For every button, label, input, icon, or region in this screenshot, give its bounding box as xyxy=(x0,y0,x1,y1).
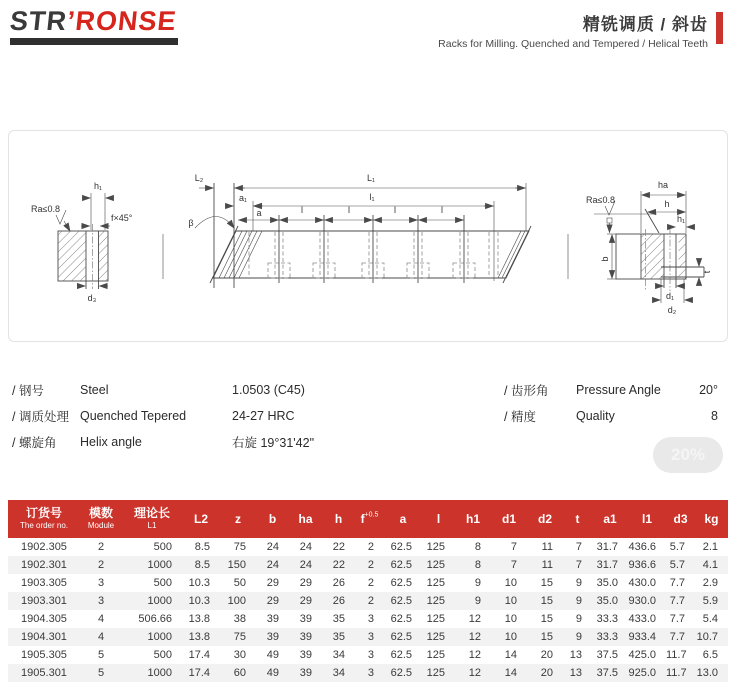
table-cell: 49 xyxy=(266,649,279,661)
spec-value: 右旋 19°31'42" xyxy=(232,436,315,450)
table-cell: 7.7 xyxy=(669,595,685,607)
table-cell: 1902.305 xyxy=(21,541,67,553)
table-cell: 39 xyxy=(299,631,312,643)
table-cell: 60 xyxy=(233,667,246,679)
table-cell: 3 xyxy=(97,577,105,589)
drawing-top-view xyxy=(188,173,531,288)
dim-label-l: l xyxy=(348,205,350,215)
column-header: 订货号 The order no. xyxy=(8,500,80,538)
dim-label-L2: L₂ xyxy=(194,173,204,183)
table-cell: 49 xyxy=(266,667,279,679)
table-cell: 5.4 xyxy=(702,613,718,625)
table-cell: 2 xyxy=(97,559,105,571)
dim-label-ha: ha xyxy=(657,180,669,190)
table-cell: 10 xyxy=(504,577,517,589)
table-cell: 7 xyxy=(575,541,582,553)
table-cell: 13.8 xyxy=(188,613,210,625)
spec-label-en: Helix angle xyxy=(80,435,142,449)
table-cell: 12 xyxy=(468,667,481,679)
table-cell: 2 xyxy=(367,559,374,571)
table-cell: 35.0 xyxy=(596,577,618,589)
column-header: a xyxy=(384,500,422,538)
table-cell: 4 xyxy=(97,631,105,643)
table-cell: 1905.305 xyxy=(21,649,67,661)
spec-label-zh: / 钢号 xyxy=(12,384,44,398)
table-cell: 39 xyxy=(266,613,279,625)
table-cell: 24 xyxy=(266,559,279,571)
table-cell: 75 xyxy=(233,541,246,553)
table-cell: 506.66 xyxy=(138,613,172,625)
table-row xyxy=(8,538,728,556)
table-cell: 125 xyxy=(426,667,445,679)
table-row xyxy=(8,610,728,628)
column-header: 模数 Module xyxy=(80,500,122,538)
table-cell: 22 xyxy=(332,541,345,553)
table-cell: 3 xyxy=(97,595,105,607)
dim-label-b: b xyxy=(600,256,610,262)
table-cell: 13.8 xyxy=(188,631,210,643)
table-cell: 14 xyxy=(504,667,517,679)
table-cell: 500 xyxy=(153,541,172,553)
table-cell: 2 xyxy=(367,541,374,553)
table-cell: 29 xyxy=(299,577,312,589)
table-cell: 15 xyxy=(540,595,553,607)
table-cell: 50 xyxy=(233,577,246,589)
table-cell: 22 xyxy=(332,559,345,571)
column-header: L2 xyxy=(182,500,220,538)
table-cell: 35 xyxy=(332,631,345,643)
table-cell: 10.3 xyxy=(188,595,210,607)
table-cell: 936.6 xyxy=(628,559,656,571)
table-cell: 2 xyxy=(97,541,105,553)
table-cell: 933.4 xyxy=(628,631,656,643)
table-cell: 5 xyxy=(97,649,105,661)
table-cell: 10.3 xyxy=(188,577,210,589)
table-cell: 9 xyxy=(575,613,582,625)
technical-drawing xyxy=(9,131,727,341)
table-cell: 62.5 xyxy=(390,595,412,607)
logo-apostrophe: ’ xyxy=(65,6,78,36)
logo-part-str: STR xyxy=(8,6,69,36)
table-cell: 20 xyxy=(540,649,553,661)
dim-label-h: h xyxy=(664,199,670,209)
table-cell: 62.5 xyxy=(390,559,412,571)
table-cell: 1000 xyxy=(147,667,172,679)
table-cell: 5 xyxy=(97,667,105,679)
dim-label-L1: L₁ xyxy=(366,173,376,183)
table-cell: 62.5 xyxy=(390,649,412,661)
table-cell: 35.0 xyxy=(596,595,618,607)
table-cell: 3 xyxy=(367,631,374,643)
table-cell: 925.0 xyxy=(628,667,656,679)
table-cell: 14 xyxy=(504,649,517,661)
table-cell: 1902.301 xyxy=(21,559,67,571)
table-cell: 39 xyxy=(266,631,279,643)
table-cell: 7.7 xyxy=(669,577,685,589)
table-cell: 125 xyxy=(426,595,445,607)
column-header: a1 xyxy=(592,500,628,538)
table-cell: 11 xyxy=(541,559,553,571)
dim-label-l1: l₁ xyxy=(369,192,375,202)
dim-label-h1: h₁ xyxy=(93,181,103,191)
spec-label-en: Steel xyxy=(80,383,109,397)
table-cell: 425.0 xyxy=(628,649,656,661)
roughness-label: Ra≤0.8 xyxy=(586,195,615,205)
table-cell: 430.0 xyxy=(628,577,656,589)
column-header: l1 xyxy=(628,500,666,538)
mounting-holes xyxy=(249,215,498,283)
table-cell: 2 xyxy=(367,595,374,607)
table-cell: 9 xyxy=(474,595,481,607)
table-cell: 7.7 xyxy=(669,631,685,643)
table-cell: 7 xyxy=(575,559,582,571)
table-cell: 8.5 xyxy=(194,559,210,571)
table-cell: 125 xyxy=(426,631,445,643)
table-cell: 34 xyxy=(332,649,345,661)
table-cell: 31.7 xyxy=(596,559,618,571)
table-cell: 125 xyxy=(426,541,445,553)
table-cell: 62.5 xyxy=(390,631,412,643)
table-cell: 75 xyxy=(233,631,246,643)
spec-label-zh: / 螺旋角 xyxy=(12,436,57,450)
dim-label-beta: β xyxy=(188,218,194,228)
table-cell: 26 xyxy=(332,577,345,589)
table-cell: 8 xyxy=(474,541,481,553)
table-cell: 125 xyxy=(426,559,445,571)
table-cell: 12 xyxy=(468,649,481,661)
dim-label-d1: d₁ xyxy=(665,291,675,301)
table-cell: 37.5 xyxy=(596,667,618,679)
table-cell: 433.0 xyxy=(628,613,656,625)
title-english: Racks for Milling. Quenched and Tempered / Helical Teeth xyxy=(438,38,708,50)
table-cell: 24 xyxy=(299,541,312,553)
table-cell: 4.1 xyxy=(702,559,718,571)
column-header: d2 xyxy=(527,500,563,538)
table-cell: 10 xyxy=(504,595,517,607)
table-cell: 24 xyxy=(266,541,279,553)
table-cell: 10 xyxy=(504,631,517,643)
table-cell: 11.7 xyxy=(666,667,687,679)
table-cell: 500 xyxy=(153,649,172,661)
spec-value: 8 xyxy=(711,409,718,423)
logo-part-ronse: RONSE xyxy=(73,6,179,36)
table-cell: 5.7 xyxy=(669,541,685,553)
table-cell: 930.0 xyxy=(628,595,656,607)
table-cell: 125 xyxy=(426,577,445,589)
spec-row-pressure-angle xyxy=(504,377,718,403)
spec-label-en: Quality xyxy=(576,409,615,423)
table-row xyxy=(8,556,728,574)
spec-value: 24-27 HRC xyxy=(232,409,295,423)
table-cell: 3 xyxy=(367,649,374,661)
spec-value: 20° xyxy=(699,383,718,397)
roughness-label: Ra≤0.8 xyxy=(31,204,60,214)
spec-value: 1.0503 (C45) xyxy=(232,383,305,397)
page-header xyxy=(8,8,728,50)
spec-row-quality xyxy=(504,403,718,429)
spec-label-zh: / 精度 xyxy=(504,410,536,424)
dim-label-a1: a₁ xyxy=(238,193,248,203)
table-cell: 7 xyxy=(510,559,517,571)
table-cell: 9 xyxy=(575,595,582,607)
table-cell: 2 xyxy=(367,577,374,589)
table-row xyxy=(8,664,728,682)
table-cell: 62.5 xyxy=(390,541,412,553)
table-cell: 125 xyxy=(426,649,445,661)
spec-label-zh: / 调质处理 xyxy=(12,410,69,424)
table-cell: 38 xyxy=(233,613,246,625)
table-cell: 9 xyxy=(575,577,582,589)
table-cell: 13 xyxy=(569,649,582,661)
column-header: h xyxy=(322,500,355,538)
table-cell: 39 xyxy=(299,667,312,679)
title-accent-bar xyxy=(716,12,723,44)
table-cell: 15 xyxy=(540,577,553,589)
table-cell: 1904.305 xyxy=(21,613,67,625)
column-header: d3 xyxy=(666,500,695,538)
column-header: ha xyxy=(289,500,322,538)
table-cell: 10.7 xyxy=(696,631,718,643)
table-cell: 2.1 xyxy=(702,541,718,553)
table-cell: 62.5 xyxy=(390,613,412,625)
table-cell: 30 xyxy=(233,649,246,661)
table-cell: 1000 xyxy=(147,559,172,571)
company-logo xyxy=(10,8,178,45)
table-cell: 39 xyxy=(299,613,312,625)
column-header: z xyxy=(220,500,256,538)
table-cell: 13.0 xyxy=(696,667,718,679)
dim-label-l: l xyxy=(301,205,303,215)
table-cell: 9 xyxy=(474,577,481,589)
table-cell: 12 xyxy=(468,613,481,625)
table-cell: 31.7 xyxy=(596,541,618,553)
table-cell: 3 xyxy=(367,667,374,679)
table-cell: 1905.301 xyxy=(21,667,67,679)
dim-label-f45: f×45° xyxy=(111,213,133,223)
table-cell: 33.3 xyxy=(596,613,618,625)
table-cell: 7 xyxy=(510,541,517,553)
table-cell: 15 xyxy=(540,631,553,643)
page-title xyxy=(438,10,708,50)
table-cell: 5.9 xyxy=(702,595,718,607)
drawing-panel xyxy=(8,130,728,342)
table-cell: 8.5 xyxy=(194,541,210,553)
table-cell: 10 xyxy=(504,613,517,625)
table-cell: 62.5 xyxy=(390,577,412,589)
column-header: kg xyxy=(695,500,728,538)
table-cell: 150 xyxy=(227,559,246,571)
column-header: t xyxy=(563,500,592,538)
table-cell: 12 xyxy=(468,631,481,643)
title-chinese: 精铣调质 / 斜齿 xyxy=(582,15,708,34)
table-cell: 26 xyxy=(332,595,345,607)
dim-label-l: l xyxy=(441,205,443,215)
table-cell: 62.5 xyxy=(390,667,412,679)
table-cell: 37.5 xyxy=(596,649,618,661)
table-cell: 17.4 xyxy=(188,649,210,661)
spec-list-left xyxy=(12,377,314,455)
table-cell: 35 xyxy=(332,613,345,625)
table-cell: 8 xyxy=(474,559,481,571)
table-cell: 4 xyxy=(97,613,105,625)
drawing-section-view xyxy=(586,180,712,315)
table-cell: 13 xyxy=(569,667,582,679)
spec-list-right xyxy=(504,377,718,429)
table-header xyxy=(8,500,728,538)
drawing-end-view xyxy=(31,181,133,303)
table-cell: 436.6 xyxy=(628,541,656,553)
table-cell: 17.4 xyxy=(188,667,210,679)
logo-text xyxy=(9,8,178,35)
table-cell: 24 xyxy=(299,559,312,571)
table-row xyxy=(8,574,728,592)
table-cell: 1903.301 xyxy=(21,595,67,607)
table-cell: 11 xyxy=(541,541,553,553)
table-cell: 1903.305 xyxy=(21,577,67,589)
table-cell: 39 xyxy=(299,649,312,661)
dim-label-h1: h₁ xyxy=(676,214,686,224)
table-cell: 11.7 xyxy=(666,649,687,661)
table-cell: 5.7 xyxy=(669,559,685,571)
table-cell: 29 xyxy=(266,577,279,589)
table-cell: 29 xyxy=(299,595,312,607)
table-cell: 7.7 xyxy=(669,613,685,625)
table-cell: 125 xyxy=(426,613,445,625)
spec-label-en: Quenched Tepered xyxy=(80,409,187,423)
dim-label-t: t xyxy=(702,270,712,274)
table-cell: 20 xyxy=(540,667,553,679)
table-cell: 1000 xyxy=(147,631,172,643)
table-cell: 15 xyxy=(540,613,553,625)
product-table xyxy=(8,500,728,682)
column-header: $f^{+0.5}$ xyxy=(355,500,384,538)
column-header: b xyxy=(256,500,289,538)
column-header: 理论长 L1 xyxy=(122,500,182,538)
table-cell: 34 xyxy=(332,667,345,679)
spec-label-zh: / 齿形角 xyxy=(504,384,549,398)
dim-label-d2: d₂ xyxy=(667,305,677,315)
dim-label-a: a xyxy=(256,208,262,218)
table-cell: 100 xyxy=(227,595,246,607)
table-cell: 3 xyxy=(367,613,374,625)
spec-row-heat-treatment xyxy=(12,403,314,429)
table-row xyxy=(8,592,728,610)
dim-label-d3: d₃ xyxy=(87,293,97,303)
table-cell: 6.5 xyxy=(702,649,718,661)
table-cell: 500 xyxy=(153,577,172,589)
column-header: h1 xyxy=(455,500,491,538)
table-cell: 1904.301 xyxy=(21,631,67,643)
table-cell: 29 xyxy=(266,595,279,607)
spec-label-en: Pressure Angle xyxy=(576,383,661,397)
spec-row-helix-angle xyxy=(12,429,314,455)
table-cell: 1000 xyxy=(147,595,172,607)
table-row xyxy=(8,628,728,646)
table-cell: 9 xyxy=(575,631,582,643)
column-header: d1 xyxy=(491,500,527,538)
table-cell: 2.9 xyxy=(702,577,718,589)
table-cell: 33.3 xyxy=(596,631,618,643)
zoom-level-badge: 20% xyxy=(653,437,723,473)
spec-row-steel xyxy=(12,377,314,403)
dim-label-l: l xyxy=(394,205,396,215)
column-header: l xyxy=(422,500,455,538)
logo-underline xyxy=(10,38,178,45)
table-row xyxy=(8,646,728,664)
